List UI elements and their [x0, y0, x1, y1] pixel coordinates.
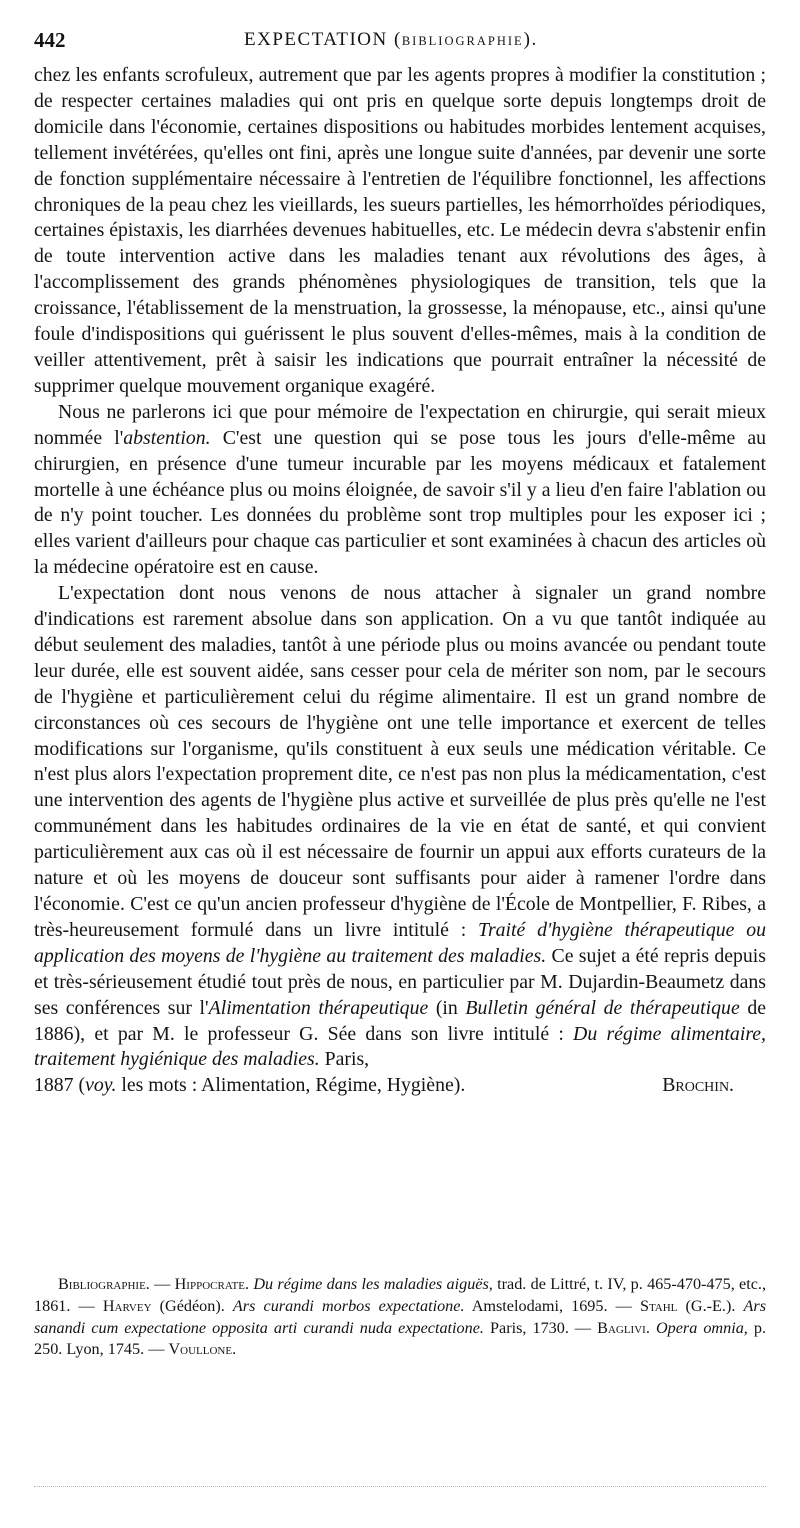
bib-work-hippocrate: Du régime dans les maladies aiguës,: [253, 1275, 493, 1293]
bib-work-stahl: Ars sanandi cum expectatione opposita arti curandi nuda expectatione.: [34, 1296, 766, 1337]
signature-line-text: [34, 1073, 465, 1099]
paragraph-3-text-d: de 1886), et par M. le professeur G. Sée dans son livre intitulé :: [34, 996, 766, 1045]
paragraph-2-italic: abstention.: [123, 426, 211, 449]
bib-author-baglivi: Baglivi.: [597, 1318, 650, 1337]
paragraph-2: [34, 400, 766, 581]
paragraph-2-text-b: C'est une question qui se pose tous les jours d'elle-même au chirurgien, en présence d'une tumeur incurable par les moyens médicaux et fatalement mortelle à une échéance plus ou moins éloignée, de savoir s'il y a lieu d'en faire l'ablation ou de n'y point toucher. Les données du problème sont trop multiples pour les exposer ici ; elles varient d'ailleurs pour chaque cas particulier et sont examinées à chacun des articles où la médecine opératoire est en cause.: [34, 426, 766, 579]
bib-sep-1: —: [149, 1275, 175, 1293]
book-title-ribes: Traité d'hygiène thérapeutique ou application des moyens de l'hygiène au traitement des maladies.: [34, 918, 766, 967]
book-title-see: Du régime alimentaire, traitement hygiénique des maladies.: [34, 1022, 767, 1071]
signature-line: [34, 1073, 766, 1099]
paragraph-3-text-e: Paris,: [319, 1048, 370, 1071]
paragraph-3-text-b: Ce sujet a été repris depuis et très-sérieusement étudié tout près de nous, en particulier par M. Dujardin-Beaumetz dans ses conférences sur l': [34, 944, 766, 1019]
paragraph-3: [34, 581, 766, 1073]
signature-text-b: les mots : Alimentation, Régime, Hygiène).: [116, 1074, 466, 1097]
article-body: [34, 63, 766, 1099]
bib-details-2: (Gédéon).: [151, 1296, 233, 1315]
bib-details-3: Amstelodami, 1695. —: [464, 1296, 640, 1315]
signature-text-a: 1887 (: [34, 1074, 86, 1097]
bib-details-1: trad. de Littré, t. IV, p. 465-470-475, etc., 1861. —: [34, 1275, 767, 1315]
bib-details-5: Paris, 1730. —: [483, 1318, 598, 1337]
bib-work-baglivi: Opera omnia,: [655, 1318, 748, 1337]
journal-title-bulletin: Bulletin général de thérapeutique: [465, 996, 740, 1019]
paragraph-3-text-a: L'expectation dont nous venons de nous attacher à signaler un grand nombre d'indications est rarement absolue dans son application. On a vu que tantôt indiquée au début seulement des maladies, tantôt à une période plus ou moins avancée ou pendant toute leur durée, elle est souvent aidée, sans cesser pour cela de mériter son nom, par le secours de l'hygiène et particulièrement celui du régime alimentaire. Il est un grand nombre de circonstances où ces secours de l'hygiène ont une telle importance et exercent de telles modifications sur l'organisme, qu'ils constituent à eux seuls une médication véritable. Ce n'est plus alors l'expectation proprement dite, ce n'est pas non plus la médicamentation, c'est une intervention des agents de l'hygiène plus active et surveillée de plus près qu'elle ne l'est communément dans les habitudes ordinaires de la vie en état de santé, et qui convient particulièrement aux cas où il est nécessaire de fournir un appui aux efforts curateurs de la nature et où les moyens de douceur sont suffisants pour aider à ramener l'ordre dans l'économie. C'est ce qu'un ancien professeur d'hygiène de l'École de Montpellier, F. Ribes, a très-heureusement formulé dans un livre intitulé :: [34, 582, 766, 941]
bib-author-hippocrate: Hippocrate.: [174, 1275, 250, 1293]
running-title-smallcaps: BIBLIOGRAPHIE: [401, 34, 524, 48]
voy-abbreviation: voy.: [85, 1074, 117, 1097]
running-title-end: ).: [523, 29, 538, 50]
running-header: [34, 28, 766, 58]
paragraph-2-text-a: Nous ne parlerons ici que pour mémoire de l'expectation en chirurgie, qui serait mieux nommée l': [34, 400, 766, 449]
running-title: [244, 29, 538, 51]
bib-author-stahl: Stahl: [639, 1296, 678, 1315]
bibliography-entry: [34, 1274, 766, 1361]
bib-details-6: p. 250. Lyon, 1745. —: [34, 1318, 767, 1359]
bib-details-4: (G.-E.).: [677, 1296, 744, 1315]
bib-author-voullone: Voullone.: [168, 1340, 237, 1359]
bib-work-harvey: Ars curandi morbos expectatione.: [232, 1296, 465, 1315]
author-signature: Brochin.: [662, 1074, 734, 1097]
bibliography: [34, 1274, 766, 1361]
page-bottom-rule: [34, 1486, 766, 1487]
paragraph-1: chez les enfants scrofuleux, autrement que par les agents propres à modifier la constitution ; de respecter certaines maladies qui ont pris en quelque sorte depuis longtemps droit de domicile dans l'économie, certaines dispositions ou habitudes morbides lentement acquises, tellement invétérées, qu'elles ont fini, après une longue suite d'années, par devenir une sorte de fonction supplémentaire nécessaire à l'entretien de l'équilibre fonctionnel, les affections chroniques de la peau chez les vieillards, les sueurs partielles, les hémorrhoïdes périodiques, certaines épistaxis, les diarrhées devenues habituelles, etc. Le médecin devra s'abstenir enfin de toute intervention active dans les maladies tenant aux révolutions des âges, à l'accomplissement des grands phénomènes physiologiques de transition, tels que la croissance, l'établissement de la menstruation, la grossesse, la ménopause, etc., ainsi qu'une foule d'indispositions qui guérissent le plus souvent d'elles-mêmes, mais à la condition de veiller attentivement, prêt à saisir les indications que pourrait entraîner la nécessité de supprimer quelque mouvement organique exagéré.: [34, 64, 766, 397]
bib-author-harvey: Harvey: [102, 1296, 152, 1315]
page-number: 442: [34, 28, 66, 52]
bibliography-label: Bibliographie.: [58, 1275, 150, 1293]
running-title-main: EXPECTATION (: [244, 29, 402, 50]
paragraph-3-text-c: (in: [428, 996, 466, 1019]
book-title-alimentation: Alimentation thérapeutique: [208, 996, 429, 1019]
